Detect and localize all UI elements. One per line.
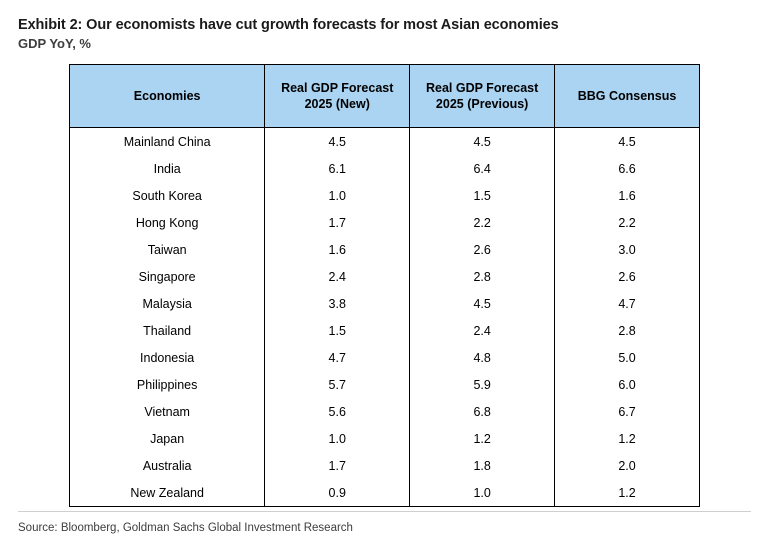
table-row <box>70 155 700 182</box>
cell-forecast-new: 0.9 <box>265 479 410 507</box>
cell-forecast-previous: 1.5 <box>410 182 555 209</box>
cell-forecast-new: 3.8 <box>265 290 410 317</box>
table-row <box>70 236 700 263</box>
cell-economy: South Korea <box>70 182 265 209</box>
cell-bbg-consensus: 4.5 <box>555 128 700 156</box>
cell-economy: Indonesia <box>70 344 265 371</box>
cell-bbg-consensus: 6.6 <box>555 155 700 182</box>
cell-forecast-previous: 4.5 <box>410 128 555 156</box>
page-subtitle: GDP YoY, % <box>18 36 91 52</box>
page-title: Exhibit 2: Our economists have cut growth forecasts for most Asian economies <box>18 17 559 33</box>
cell-forecast-new: 1.7 <box>265 452 410 479</box>
table-header <box>70 65 700 128</box>
cell-forecast-previous: 6.4 <box>410 155 555 182</box>
column-header-bbg-consensus <box>555 65 700 128</box>
cell-forecast-previous: 2.2 <box>410 209 555 236</box>
cell-economy: India <box>70 155 265 182</box>
cell-bbg-consensus: 2.6 <box>555 263 700 290</box>
cell-economy: Singapore <box>70 263 265 290</box>
gdp-forecast-table-wrapper <box>69 64 700 507</box>
cell-forecast-new: 5.6 <box>265 398 410 425</box>
cell-economy: Mainland China <box>70 128 265 156</box>
table-row <box>70 398 700 425</box>
cell-forecast-new: 2.4 <box>265 263 410 290</box>
column-header-bbg-consensus-line1: BBG Consensus <box>577 89 677 104</box>
column-header-forecast-new-line2: 2025 (New) <box>304 97 370 112</box>
cell-forecast-previous: 2.8 <box>410 263 555 290</box>
cell-economy: Philippines <box>70 371 265 398</box>
cell-forecast-new: 1.6 <box>265 236 410 263</box>
column-header-forecast-new <box>265 65 410 128</box>
cell-bbg-consensus: 1.6 <box>555 182 700 209</box>
cell-forecast-previous: 4.5 <box>410 290 555 317</box>
table-row <box>70 317 700 344</box>
table-row <box>70 425 700 452</box>
table-row <box>70 371 700 398</box>
gdp-forecast-table <box>69 64 700 507</box>
table-row <box>70 128 700 156</box>
cell-forecast-new: 1.7 <box>265 209 410 236</box>
cell-economy: Malaysia <box>70 290 265 317</box>
table-row <box>70 209 700 236</box>
source-divider <box>18 511 751 512</box>
cell-economy: Vietnam <box>70 398 265 425</box>
cell-forecast-previous: 2.4 <box>410 317 555 344</box>
table-body <box>70 128 700 507</box>
cell-forecast-previous: 1.2 <box>410 425 555 452</box>
cell-forecast-new: 4.5 <box>265 128 410 156</box>
table-row <box>70 263 700 290</box>
cell-bbg-consensus: 2.8 <box>555 317 700 344</box>
cell-bbg-consensus: 1.2 <box>555 479 700 507</box>
cell-economy: Japan <box>70 425 265 452</box>
column-header-forecast-previous-line1: Real GDP Forecast <box>425 81 539 96</box>
column-header-economies-line1: Economies <box>133 89 201 104</box>
cell-bbg-consensus: 4.7 <box>555 290 700 317</box>
cell-bbg-consensus: 1.2 <box>555 425 700 452</box>
column-header-economies <box>70 65 265 128</box>
cell-economy: Australia <box>70 452 265 479</box>
cell-economy: New Zealand <box>70 479 265 507</box>
table-row <box>70 290 700 317</box>
cell-forecast-previous: 4.8 <box>410 344 555 371</box>
cell-forecast-new: 1.0 <box>265 182 410 209</box>
cell-economy: Thailand <box>70 317 265 344</box>
cell-bbg-consensus: 3.0 <box>555 236 700 263</box>
source-note: Source: Bloomberg, Goldman Sachs Global Investment Research <box>18 522 353 534</box>
cell-forecast-previous: 2.6 <box>410 236 555 263</box>
cell-forecast-new: 5.7 <box>265 371 410 398</box>
cell-forecast-previous: 5.9 <box>410 371 555 398</box>
table-row <box>70 344 700 371</box>
table-header-row <box>70 65 700 128</box>
cell-economy: Hong Kong <box>70 209 265 236</box>
cell-economy: Taiwan <box>70 236 265 263</box>
cell-forecast-new: 1.5 <box>265 317 410 344</box>
cell-forecast-previous: 1.8 <box>410 452 555 479</box>
column-header-forecast-previous <box>410 65 555 128</box>
cell-forecast-new: 1.0 <box>265 425 410 452</box>
cell-bbg-consensus: 6.0 <box>555 371 700 398</box>
cell-bbg-consensus: 6.7 <box>555 398 700 425</box>
column-header-forecast-new-line1: Real GDP Forecast <box>281 81 394 96</box>
column-header-forecast-previous-line2: 2025 (Previous) <box>435 97 529 112</box>
table-row <box>70 452 700 479</box>
cell-forecast-previous: 6.8 <box>410 398 555 425</box>
table-row <box>70 479 700 507</box>
cell-bbg-consensus: 2.0 <box>555 452 700 479</box>
cell-forecast-new: 4.7 <box>265 344 410 371</box>
cell-forecast-new: 6.1 <box>265 155 410 182</box>
cell-bbg-consensus: 2.2 <box>555 209 700 236</box>
cell-bbg-consensus: 5.0 <box>555 344 700 371</box>
cell-forecast-previous: 1.0 <box>410 479 555 507</box>
table-row <box>70 182 700 209</box>
